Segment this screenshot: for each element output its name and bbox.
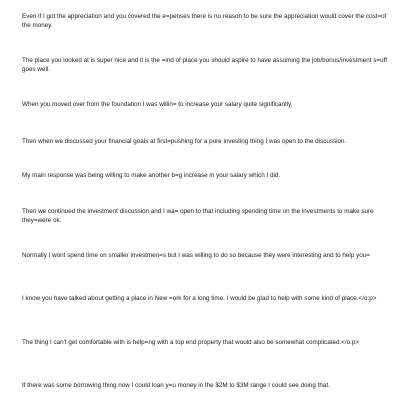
paragraph-5: My main response was being willing to make another b=g increase in your salary which I did.: [22, 172, 281, 179]
paragraph-2: The place you looked at is super nice and it is the =ind of place you should aspire to have assuming the job/bonus/investment s=uff goes well.: [22, 57, 387, 73]
paragraph-7: Normally I wont spend time on smaller investmen=s but I was willing to do so because they were interesting and to help you=: [22, 252, 370, 259]
paragraph-8: I know you have talked about getting a place in New =ork for a long time. I would be glad to help with some kind of place.</o:p>: [22, 295, 377, 302]
paragraph-6: Then we continued the investment discussion and I wa= open to that including spending time on the investments to make sure they=were ok.: [22, 208, 374, 224]
paragraph-10: If there was some borrowing thing now I could loan y=u money in the $2M to $3M range I could see doing that.: [22, 382, 330, 389]
paragraph-1: Even if I got the appreciation and you covered the e=penses there is no reason to be sure the appreciation would cover the cost=of the money.: [22, 13, 387, 29]
paragraph-3: When you moved over from the foundation I was willin= to increase your salary quite significantly.: [22, 101, 293, 108]
paragraph-9: The thing I can't get comfortable with is help=ng with a top end property that would also be somewhat complicated.</o:p>: [22, 339, 360, 346]
paragraph-4: Then when we discussed your financial goals at first=pushing for a pure investing thing I was open to the discussion.: [22, 138, 347, 145]
